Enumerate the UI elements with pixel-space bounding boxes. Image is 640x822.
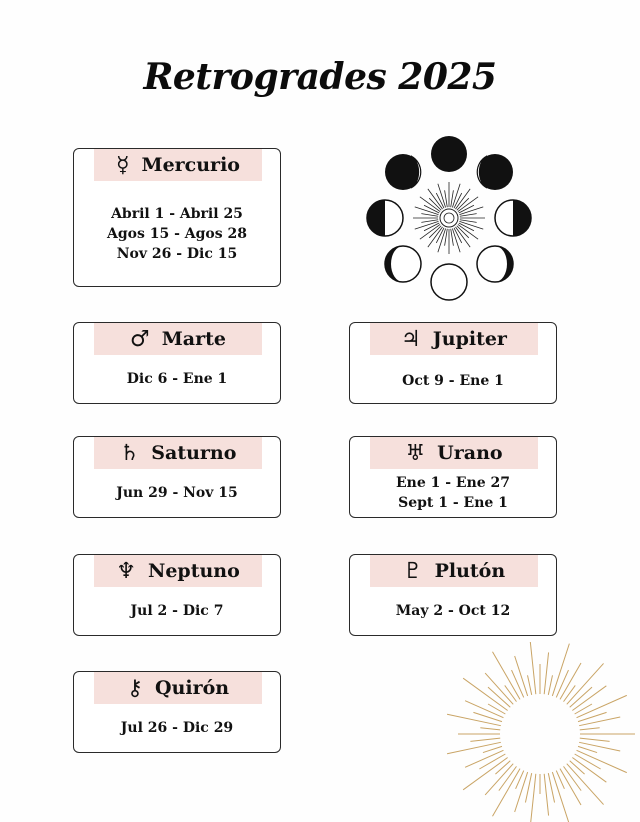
- card-saturno: [73, 436, 281, 518]
- date-range: Agos 15 - Agos 28: [106, 226, 247, 242]
- planet-name: Marte: [161, 328, 226, 350]
- card-pluton: [349, 554, 557, 636]
- card-header: [94, 437, 262, 469]
- date-list: [350, 473, 556, 513]
- date-range: Jul 26 - Dic 29: [120, 720, 234, 736]
- card-neptuno: [73, 554, 281, 636]
- date-range: Dic 6 - Ene 1: [126, 371, 228, 387]
- moon-gibbous-left: [385, 246, 421, 282]
- uranus-icon: ♅: [405, 440, 426, 466]
- date-list: [74, 718, 280, 738]
- card-header: [370, 323, 538, 355]
- planet-name: Quirón: [155, 677, 230, 699]
- card-marte: [73, 322, 281, 404]
- moon-gibbous-right: [477, 246, 513, 282]
- date-list: [350, 601, 556, 621]
- date-list: [350, 371, 556, 391]
- card-header: [370, 555, 538, 587]
- date-list: [74, 483, 280, 503]
- pluto-icon: ♇: [402, 558, 423, 584]
- moon-phases-icon: [359, 128, 539, 308]
- date-range: Nov 26 - Dic 15: [116, 246, 238, 262]
- date-range: Abril 1 - Abril 25: [111, 206, 243, 222]
- planet-name: Plutón: [434, 560, 506, 582]
- card-urano: [349, 436, 557, 518]
- crescent-sun-icon: [440, 642, 640, 822]
- planet-name: Saturno: [151, 442, 237, 464]
- page-title: Retrogrades 2025: [143, 56, 497, 98]
- date-range: Ene 1 - Ene 27: [395, 475, 511, 491]
- card-header: [94, 555, 262, 587]
- mercury-icon: ☿: [116, 152, 130, 178]
- moon-first-quarter: [367, 200, 403, 236]
- date-range: May 2 - Oct 12: [395, 603, 511, 619]
- moon-new: [431, 136, 467, 172]
- date-range: Jun 29 - Nov 15: [116, 485, 238, 501]
- date-range: Jul 2 - Dic 7: [130, 603, 224, 619]
- planet-name: Neptuno: [147, 560, 240, 582]
- chiron-icon: ⚷: [126, 675, 144, 701]
- card-quiron: [73, 671, 281, 753]
- card-header: [94, 149, 262, 181]
- moon-waxing-crescent: [477, 154, 513, 190]
- moon-waning-crescent: [385, 154, 421, 190]
- date-list: [74, 369, 280, 389]
- mars-icon: ♂: [130, 326, 150, 352]
- card-jupiter: [349, 322, 557, 404]
- card-header: [94, 323, 262, 355]
- date-list: [74, 204, 280, 264]
- planet-name: Mercurio: [141, 154, 240, 176]
- date-range: Sept 1 - Ene 1: [398, 495, 508, 511]
- neptune-icon: ♆: [116, 558, 136, 584]
- card-header: [370, 437, 538, 469]
- planet-name: Urano: [437, 442, 503, 464]
- moon-last-quarter: [495, 200, 531, 236]
- date-range: Oct 9 - Ene 1: [402, 373, 504, 389]
- card-mercurio: [73, 148, 281, 287]
- moon-full: [431, 264, 467, 300]
- card-header: [94, 672, 262, 704]
- saturn-icon: ♄: [119, 440, 140, 466]
- date-list: [74, 601, 280, 621]
- jupiter-icon: ♃: [401, 326, 421, 352]
- planet-name: Jupiter: [432, 328, 507, 350]
